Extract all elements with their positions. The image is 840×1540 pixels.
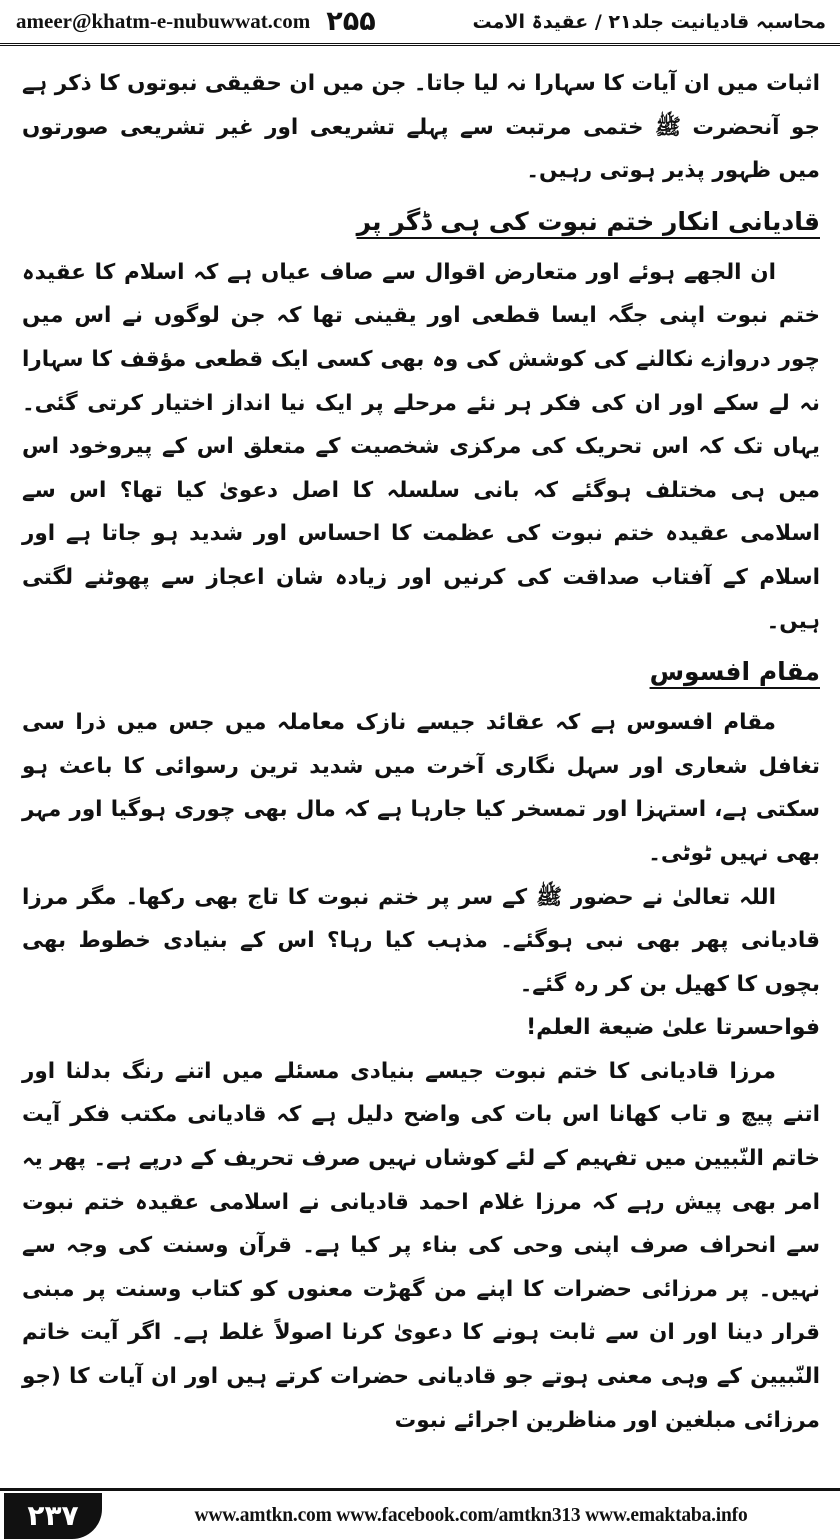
- page-content: [22, 62, 820, 1442]
- header-book-title: محاسبہ قادیانیت جلد۲۱ / عقیدۃ الامت: [472, 10, 826, 33]
- paragraph-6: مرزا قادیانی کا ختم نبوت جیسے بنیادی مسئلے میں اتنے رنگ بدلنا اور اتنے پیچ و تاب کھانا اس بات کی واضح دلیل ہے کہ قادیانی مکتب فکر آیت خاتم النّبیین میں تفہیم کے لئے کوشاں نہیں صرف تحریف کے درپے ہے۔ پھر یہ امر بھی پیش رہے کہ مرزا غلام احمد قادیانی نے اسلامی عقیدہ ختم نبوت سے انحراف صرف اپنی وحی کی بناء پر کیا ہے۔ قرآن وسنت کی وجہ سے نہیں۔ پر مرزائی حضرات کا اپنے من گھڑت معنوں کو کتاب وسنت پر مبنی قرار دینا اور ان سے ثابت ہونے کا دعویٰ کرنا اصولاً غلط ہے۔ اگر آیت خاتم النّبیین کے وہی معنی ہوتے جو قادیانی حضرات کرتے ہیں اور ان آیات کا (جو مرزائی مبلغین اور مناظرین اجرائے نبوت: [22, 1058, 820, 1433]
- paragraph-3: مقام افسوس ہے کہ عقائد جیسے نازک معاملہ میں جس میں ذرا سی تغافل شعاری اور سہل نگاری آخرت میں شدید ترین رسوائی کا باعث ہو سکتی ہے، استہزا اور تمسخر کیا جارہا ہے کہ مال بھی چوری ہوگیا اور مہر بھی نہیں ٹوٹی۔: [22, 710, 820, 866]
- page-header: [0, 0, 840, 46]
- arabic-exclamation: فواحسرتا علیٰ ضیعة العلم!: [526, 1015, 820, 1041]
- header-email: ameer@khatm-e-nubuwwat.com: [16, 9, 311, 33]
- section-heading-1: [22, 193, 820, 251]
- header-page-number: ۲۵۵: [326, 6, 376, 37]
- header-left: [16, 6, 376, 37]
- paragraph-2: ان الجھے ہوئے اور متعارض اقوال سے صاف عیاں ہے کہ اسلام کا عقیدہ ختم نبوت اپنی جگہ ایسا قطعی اور یقینی تھا کہ جن لوگوں نے اس میں چور دروازے نکالنے کی کوشش کی وہ بھی کسی ایک قطعی مؤقف کا سہارا نہ لے سکے اور ان کی فکر ہر نئے مرحلے پر ایک نیا انداز اختیار کرتی گئی۔ یہاں تک کہ اس تحریک کی مرکزی شخصیت کے متعلق اس کے پیروخود اس میں ہی مختلف ہوگئے کہ بانی سلسلہ کا اصل دعویٰ کیا تھا؟ اس سے اسلامی عقیدہ ختم نبوت کی عظمت کا احساس اور شدید ہو جاتا ہے اور اسلام کے آفتاب صداقت کی کرنیں اور زیادہ شان اعجاز سے پھوٹنے لگتی ہیں۔: [22, 259, 820, 634]
- footer-page-number: ۲۳۷: [4, 1493, 102, 1539]
- page-footer: [0, 1488, 840, 1540]
- footer-websites: www.amtkn.com www.facebook.com/amtkn313 www.emaktaba.info: [194, 1504, 748, 1526]
- paragraph-4: اللہ تعالیٰ نے حضور ﷺ کے سر پر ختم نبوت کا تاج بھی رکھا۔ مگر مرزا قادیانی پھر بھی نبی ہوگئے۔ مذہب کیا رہا؟ اس کے بنیادی خطوط بھی بچوں کا کھیل بن کر رہ گئے۔: [22, 884, 820, 997]
- section-heading-2-text: مقام افسوس: [649, 657, 820, 687]
- section-heading-1-text: قادیانی انکار ختم نبوت کی ہی ڈگر پر: [356, 206, 820, 236]
- section-heading-2: [22, 643, 820, 701]
- paragraph-1: اثبات میں ان آیات کا سہارا نہ لیا جاتا۔ جن میں ان حقیقی نبوتوں کا ذکر ہے جو آنحضرت ﷺ ختمی مرتبت سے پہلے تشریعی اور غیر تشریعی صورتوں میں ظہور پذیر ہوتی رہیں۔: [22, 71, 820, 184]
